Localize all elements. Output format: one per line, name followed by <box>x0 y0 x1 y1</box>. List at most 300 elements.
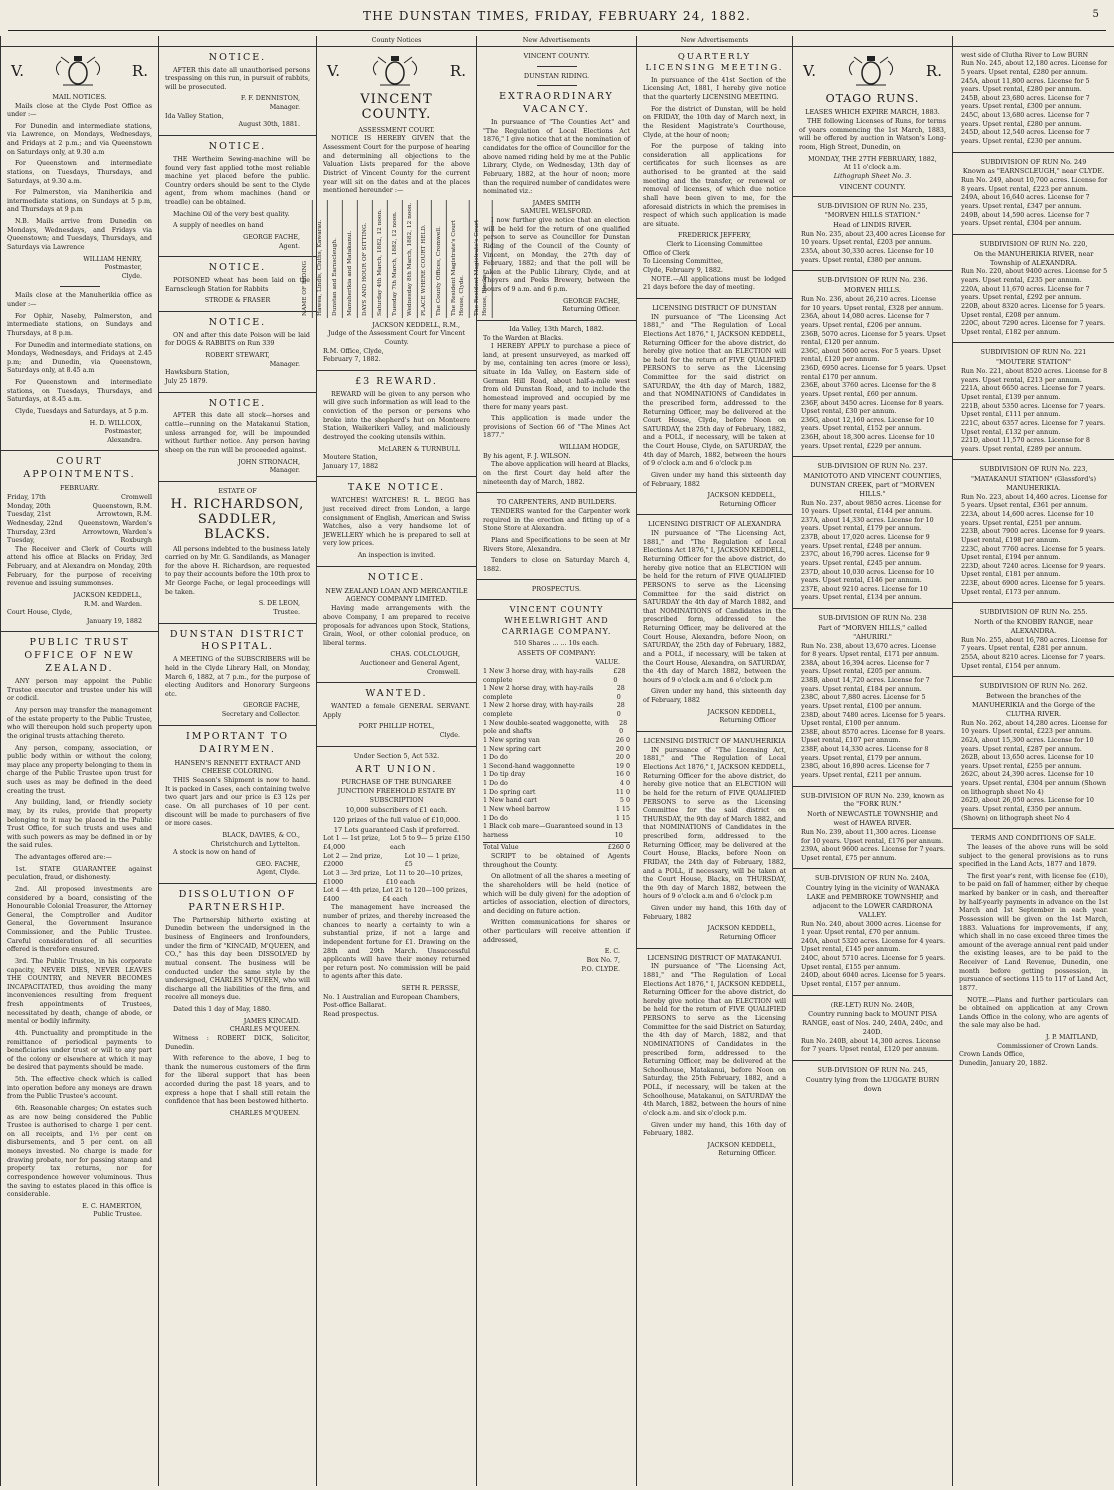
trust-para: Any person may transfer the management of the estate property to the Public Trustee, who will thereupon hold such property upon the original trusts attaching thereto. <box>7 707 152 740</box>
reward-title: £3 REWARD. <box>355 375 438 387</box>
asset-name: 1 Do do <box>483 754 508 762</box>
subdivision-title: SUB-DIVISION OF RUN No. 245, <box>817 1066 928 1075</box>
asset-row <box>483 797 630 806</box>
alex-sign-b: Postmaster, <box>104 428 142 436</box>
asset-value: 13 10 <box>614 823 623 839</box>
district-sign: JACKSON KEDDELL, <box>707 1141 776 1149</box>
asset-row <box>483 746 630 755</box>
run-item: 262C, about 24,390 acres. License for 10 years. Upset rental, £304 per annum (Shown on lithograph sheet No 4) <box>961 771 1107 796</box>
asset-row <box>483 754 630 763</box>
alex-item-4: Clyde, Tuesdays and Saturdays, at 5 p.m. <box>15 407 149 415</box>
runs-title: OTAGO RUNS. <box>825 91 920 105</box>
crest-icon <box>47 53 109 89</box>
notice-place: Ida Valley Station, <box>165 112 224 120</box>
court-month: FEBRUARY. <box>59 484 100 493</box>
subdivision-where: On the MANUHERIKIA RIVER, near Township of ALEXANDRA. <box>973 249 1094 267</box>
asset-name: 1 Black cob mare—Guaranteed sound in harness <box>483 823 613 839</box>
divider <box>953 676 1114 677</box>
asset-row <box>483 771 630 780</box>
asset-row <box>483 823 630 840</box>
divider <box>953 828 1114 829</box>
notice-body: AFTER this date all stock—horses and cattle—running on the Matakanui Station, unless arranged for, will be impounded without further notice. Any person having sheep on the run will be proceeded against. <box>165 412 310 454</box>
runs-body: THE following Licenses of Runs, for terms of years commencing the 1st March, 1883, will be offered by auction in Watson's Long-room, High Street, Dunedin, on <box>799 118 946 152</box>
loan-body: Having made arrangements with the above Company, I am prepared to receive proposals for advances upon Stock, Stations, Grain, Wool, or other colonial produce, on liberal terms. <box>323 605 470 647</box>
art-section: Under Section 5, Act 532. <box>353 751 440 760</box>
purchase-body-2: This application is made under the provisions of Section 66 of "The Mines Act 1877." <box>483 415 630 440</box>
purchase-sign-2: By his agent, F. J. WILSON. <box>483 452 571 460</box>
vacancy-body-2: I now further give notice that an election will be held for the return of one qualified person to serve as Councillor for Dunstan Riding of the Council of the County of Vincent, on Monday, the 27th day of February, 1882; and that the poll will be taken at the Public Library, Clyde, and at Theyers and Peeks Brewery, between the hours of 9 a.m. and 6 p.m. <box>483 217 630 294</box>
run-item: 221B, about 5350 acres. License for 7 years. Upset rental, £111 per annum. <box>961 402 1106 419</box>
licensing-body-2: For the district of Dunstan, will be held on FRIDAY, the 10th day of March next, in the Resident Magistrate's Courthouse, Clyde, at the hour of noon; <box>643 105 786 139</box>
reward-date: January 17, 1882 <box>323 462 379 470</box>
asset-value: 28 0 <box>616 685 625 701</box>
notice-sign-2: Agent. <box>278 242 300 250</box>
subdivision-title: SUBDIVISION OF RUN No. 223, <box>979 465 1088 474</box>
notice-sign: STRODE & FRASER <box>204 297 271 305</box>
vincent-title: VINCENT COUNTY. <box>523 51 590 60</box>
subdivision-title: SUB-DIVISION OF RUN No. 235, "MORVEN HILLS STATION." <box>817 202 928 220</box>
asset-name: 1 Do spring cart <box>483 788 536 796</box>
reward-sign: McLAREN & TURNBULL <box>378 445 460 453</box>
table-cell: The Resident Magistrate's Court House, Blacks. <box>472 200 493 318</box>
asset-name: 1 New spring van <box>483 736 540 744</box>
asset-row <box>483 789 630 798</box>
asset-name: 1 New double-seated waggonette, with pole and shafts <box>483 719 609 736</box>
asset-row <box>483 702 630 719</box>
run-item: Run No. 240, about 3000 acres. License for 1 year. Upset rental, £70 per annum. <box>801 920 942 937</box>
prize-row <box>323 870 470 887</box>
notice-sign-2: Manager. <box>269 104 300 112</box>
column-2 <box>158 36 316 1486</box>
hospital-body: A MEETING of the SUBSCRIBERS will be held in the Clyde Library Hall, on Monday, March 6, 1882, at 7 p.m., for the purpose of electing Auditors and Honorary Surgeons etc. <box>165 656 310 698</box>
dairy-sign-3: GEO. FACHE, <box>255 860 300 868</box>
dissolution-witness: Witness : ROBERT DICK, Solicitor, Dunedin. <box>165 1034 310 1051</box>
masthead-title: THE DUNSTAN TIMES, FRIDAY, FEBRUARY 24, 1882. <box>363 9 751 23</box>
table-cell: The Resident Magistrate's Court House, Clyde. <box>449 200 470 318</box>
district-sign-2: Returning Officer. <box>718 1150 776 1158</box>
court-place: Roxburgh <box>120 537 152 545</box>
alex-sign-c: Alexandra. <box>107 436 142 444</box>
court-day: Monday, 20th <box>7 502 51 510</box>
hospital-title: DUNSTAN DISTRICT HOSPITAL. <box>169 628 306 653</box>
district-title: LICENSING DISTRICT OF MANUHERIKIA <box>643 736 786 745</box>
run-item: Run No. 249, about 10,700 acres. License for 8 years. Upset rental, £223 per annum. <box>961 177 1108 193</box>
divider <box>953 342 1114 343</box>
prospectus-sign-2: Box No. 7, <box>586 956 620 964</box>
vacancy-body: In pursuance of "The Counties Act" and "The Regulation of Local Elections Act 1876," I give notice that at the nomination of candidates for the office of Councillor for the above named riding held by me at the Public Library, Clyde, on Wednesday, 13th day of February, 1882, at the hour of noon; more than the required number of candidates were nominated viz.: <box>483 119 630 196</box>
subdivision-where: Part of "MORVEN HILLS," called "AHURIRI." <box>818 623 927 641</box>
vincent-sub: DUNSTAN RIDING. <box>523 71 590 80</box>
court-place: Arrowtown, Warden's <box>82 528 152 536</box>
trust-sign-2: Public Trustee. <box>93 1211 142 1219</box>
royal-crest <box>11 53 148 89</box>
crest-icon <box>840 53 902 89</box>
asset-name: 1 New hand cart <box>483 797 537 805</box>
column-5 <box>636 36 792 1486</box>
divider <box>953 152 1114 153</box>
prize-right: Lot 21 to 120—100 prizes, £4 each <box>382 887 468 903</box>
run-item: Run No. 236, about 26,210 acres. License for 10 years. Upset rental, £328 per annum. <box>801 296 944 312</box>
carpenters-title: TO CARPENTERS, AND BUILDERS. <box>496 498 617 507</box>
prospectus-title: PROSPECTUS. <box>531 585 582 594</box>
district-given: Given under my hand, this 16th day of February, 1882. <box>643 1121 786 1138</box>
asset-row <box>483 668 630 685</box>
district-body: IN pursuance of "The Licensing Act, 1881," and "The Regulation of Local Elections Act 1876," I, JACKSON KEDDELL, Returning Officer for the above district, do hereby give notice that an ELECTION will be held for the return of FIVE QUALIFIED PERSONS to serve as the Licensing Committee for the said district on THURSDAY, the 9th day of March 1882, and that NOMINATIONS of Candidates in the prescribed form, addressed to the Returning Officer, may be delivered at the Court House, Blacks, before Noon on FRIDAY, the 24th day of February, 1882, and a POLL, if necessary, will be taken at the Court House, Blacks, on THURSDAY, the 9th day of March 1882, between the hours of 9 o'clock a.m and 6 o'clock p.m <box>643 746 786 901</box>
run-item: 236G, about 12,160 acres. License for 10 years. Upset rental, £152 per annum. <box>801 416 934 433</box>
district-sign-2: Returning Officer <box>719 717 776 725</box>
licensing-title: QUARTERLY LICENSING MEETING. <box>645 51 784 74</box>
court-title: COURT APPOINTMENTS. <box>23 456 136 481</box>
wanted-title: WANTED. <box>365 688 428 700</box>
terms-para: NOTE.—Plans and further particulars can be obtained on application at any Crown Lands Office in the colony, who are agents of the sale may also be had. <box>959 996 1108 1030</box>
asset-row <box>483 720 630 737</box>
run-item: 221C, about 6357 acres. License for 7 years. Upset rental, £132 per annum. <box>961 419 1106 436</box>
divider <box>537 66 577 67</box>
district-title: LICENSING DISTRICT OF ALEXANDRA <box>648 520 781 529</box>
run-item: 237B, about 17,020 acres. License for 9 years. Upset rental, £248 per annum. <box>801 534 930 550</box>
subdivision-where: North of NEWCASTLE TOWNSHIP, and west of HAWEA RIVER. <box>807 810 938 828</box>
trust-para: ANY person may appoint the Public Trustee executor and trustee under his will or codicil. <box>7 678 152 703</box>
court-place: Queenstown, R.M. <box>92 502 152 510</box>
court-row <box>7 537 152 546</box>
licensing-sign: FREDERICK JEFFERY, <box>678 232 751 240</box>
estate-body: All persons indebted to the business lately carried on by Mr. G. Sandilands, as Manager for the above H. Richardson, are requested to pay their accounts before the 10th prox to Mr George Fache, or legal proceedings will be taken. <box>165 545 310 596</box>
crest-letter-r: R. <box>925 61 942 80</box>
run-list-a <box>959 60 1108 146</box>
district-sign-2: Returning Officer <box>719 933 776 941</box>
run-item: Run No. 223, about 14,460 acres. License for 5 years. Upset rental, £361 per annum. <box>961 493 1108 510</box>
run-item: 223B, about 7900 acres. License for 9 years. Upset rental, £198 per annum. <box>961 528 1106 544</box>
crest-letter-v: V. <box>11 61 24 80</box>
district-sign: JACKSON KEDDELL, <box>707 925 776 933</box>
art-headline: PURCHASE OF THE BUNGAREE JUNCTION FREEHOLD ESTATE BY SUBSCRIPTION <box>337 778 456 805</box>
run-item: Run No. 221, about 8520 acres. License for 8 years. Upset rental, £213 per annum. <box>961 368 1108 384</box>
loan-title: NOTICE. <box>367 571 426 583</box>
asset-value: 28 0 <box>619 719 628 736</box>
purchase-body-3: The above application will heard at Blacks, on the first Court day held after the nineteenth day of March, 1882. <box>483 461 630 486</box>
notice-body: ON and after this date Poison will be laid for DOGS & RABBITS on Run 339 <box>165 331 310 348</box>
prize-right: Lot 5 to 9— 5 prize £150 each <box>390 835 470 852</box>
terms-date: Dunedin, January 20, 1882. <box>959 1059 1048 1067</box>
masthead-rule <box>8 30 1106 31</box>
estate-sign-2: Trustee. <box>273 608 300 616</box>
notice-title: NOTICE. <box>208 51 267 63</box>
runs-date: MONDAY, THE 27TH FEBRUARY, 1882, <box>808 155 937 163</box>
notice-title: NOTICE. <box>208 397 267 409</box>
column-1-head <box>1 36 158 47</box>
prospectus-shares: 510 Shares ... ... 10s each. <box>513 639 600 647</box>
district-sign: JACKSON KEDDELL, <box>707 708 776 716</box>
loan-sign-3: Cromwell. <box>427 668 460 676</box>
asset-name: 1 New spring cart <box>483 745 542 753</box>
divider <box>793 868 952 869</box>
run-item: 236E, about 3760 acres. License for the 8 years. Upset rental, £60 per annum. <box>801 382 936 398</box>
subdivision-where: Country lying from the LUGGATE BURN down <box>805 1075 940 1093</box>
asset-row <box>483 780 630 789</box>
subdivision-title: SUBDIVISION OF RUN No. 255. <box>979 608 1088 617</box>
notice-date: August 30th, 1881. <box>238 121 300 129</box>
table-cell: Saturday 4th March, 1882, 12 noon. <box>375 200 388 318</box>
run-item: 240A, about 5320 acres. License for 4 years. Upset rental, £145 per annum. <box>801 937 945 954</box>
divider <box>793 456 952 457</box>
trust-para: 3rd. The Public Trustee, in his corporate capacity, NEVER DIES, NEVER LEAVES THE COUNTRY, and NEVER BECOMES INCAPACITATED, thus avoiding the many inconveniences resulting from frequent fresh appointments of Trustees, necessitated by death, change of abode, or mental or bodily infirmity. <box>7 957 152 1026</box>
watches-title: TAKE NOTICE. <box>347 482 446 494</box>
assets-value-label: VALUE. <box>595 659 620 667</box>
run-item: Run No. 238, about 13,670 acres. License for 8 years. Upset rental, £171 per annum. <box>801 642 940 659</box>
dissolution-date: Dated this 1 day of May, 1880. <box>173 1006 272 1014</box>
run-item: Run No. 220, about 9400 acres. License for 5 years. Upset rental, £235 per annum. <box>961 268 1108 285</box>
run-item: 238C, about 7,880 acres. License for 5 years. Upset rental, £100 per annum. <box>801 694 926 710</box>
subdivision-title: SUB-DIVISION OF RUN No. 238 <box>818 614 927 623</box>
divider <box>317 476 476 477</box>
run-item: 236H, about 18,300 acres. License for 10 years. Upset rental, £229 per annum. <box>801 434 935 450</box>
column-4 <box>476 36 636 1486</box>
hospital-sign: GEORGE FACHE, <box>243 702 300 710</box>
run-item: 237C, about 16,790 acres. License for 9 years. Upset rental, £245 per annum. <box>801 551 930 567</box>
trust-para: 6th. Reasonable charges; On estates such as are now being considered the Public Trustee is authorised to charge 1 per cent. on all receipts, and 1½ per cent on disbursements, and 5 per cent. on all moneys invested. No charge is made for drawing probate, nor for passing stamp and property tax returns, nor for correspondence however voluminous. Thus the saving to estates placed in this office is considerable. <box>7 1104 152 1199</box>
art-line-3: 17 Lots guaranteed Cash if preferred. <box>333 825 460 834</box>
court-row <box>7 529 152 538</box>
table-cell: The County Offices, Cromwell. <box>434 200 447 318</box>
subdivision-title: SUBDIVISION OF RUN No. 220, <box>979 239 1088 248</box>
royal-crest <box>803 53 942 89</box>
divider <box>317 746 476 747</box>
dairy-body: THIS Season's Shipment is now to hand. It is packed in Cases, each containing twelve two quart jars and our price is £3 12s per case. On all purchases of 10 per cent. discount will be made to purchasers of five or more cases. <box>165 777 310 828</box>
asset-name: 1 Do do <box>483 814 508 822</box>
notice-sign-2: Manager. <box>269 467 300 475</box>
loan-sign: CHAS. COLCLOUGH, <box>390 651 460 659</box>
court-row <box>7 503 152 512</box>
notice-place: Hawksburn Station, <box>165 369 230 377</box>
run-item: 245C, about 13,680 acres. License for 7 years. Upset rental, £280 per annum. <box>961 112 1090 128</box>
page-number: 5 <box>1092 9 1100 20</box>
mail-item-4: N.B. Mails arrive from Dunedin on Mondays, Wednesdays, and Fridays via Queenstown; and Tuesdays, Thursdays, and Saturdays via Lawrence <box>7 218 152 251</box>
run-sections <box>799 196 946 1093</box>
run-item: 236C, about 5600 acres. For 5 years. Upset rental, £120 per annum. <box>801 347 942 364</box>
court-sign-2: R.M. and Warden. <box>84 600 142 608</box>
notice-body: POISONED wheat has been laid on the Earnscleugh Station for Rabbits <box>165 277 310 293</box>
divider <box>953 234 1114 235</box>
asset-row <box>483 685 630 702</box>
run-item: Run No. 245, about 12,180 acres. License for 5 years. Upset rental, £280 per annum. <box>961 60 1108 76</box>
column-6-head <box>793 36 952 47</box>
district-given: Given under my hand this sixteenth day of February, 1882 <box>643 471 786 488</box>
court-place: Arrowtown, R.M. <box>96 511 152 519</box>
subdivision-where: MORVEN HILLS. <box>844 286 901 295</box>
mail-item-3: For Palmerston, via Maniherikia and intermediate stations, on Sundays at 5 p.m, and Thursdays at 9 p.m <box>7 189 152 214</box>
subdivision-where: "MATAKANUI STATION" (Glassford's) MANUHERIKIA. <box>970 475 1097 493</box>
column-3-head: County Notices <box>317 36 476 47</box>
purchase-body: I HEREBY APPLY to purchase a piece of land, at present unsurveyed, as marked off by me, containing ten acres (more or less), situate in Ida Valley, on Eastern side of German Hill Road, about half-a-mile west from old Dunstan Road, and to include the homestead improved and occupied by me there for many years past. <box>483 343 630 411</box>
dissolution-sign-3: CHARLES M'QUEEN. <box>229 1109 300 1117</box>
run-item: 220C, about 7290 acres. License for 7 years. Upset rental, £182 per annum. <box>961 320 1106 336</box>
dairy-body-2: A stock is now on hand of <box>173 849 256 857</box>
notice-body-3: A supply of needles on hand <box>173 222 264 230</box>
subdivision-where: Head of LINDIS RIVER. <box>833 221 912 230</box>
terms-place: Crown Lands Office, <box>959 1051 1025 1059</box>
run-item: 238G, about 16,890 acres. License for 7 years. Upset rental, £211 per annum. <box>801 763 930 779</box>
run-item: Run No. 237, about 9850 acres. License for 10 years. Upset rental, £144 per annum. <box>801 499 942 516</box>
run-item: 236A, about 14,080 acres. License for 7 years. Upset rental, £206 per annum. <box>801 313 930 329</box>
run-item: 221D, about 11,570 acres. License for 8 years. Upset rental, £289 per annum. <box>961 437 1090 453</box>
district-sign: JACKSON KEDDELL, <box>707 492 776 500</box>
trust-para: Any building, land, or friendly society may, by its rules, provide that property belonging to it may be placed in the Public Trust Office, for such trusts and uses and with such powers as may be defined in or by the said rules. <box>7 799 152 850</box>
candidate-1: JAMES SMITH <box>532 199 581 207</box>
art-line-1: 10,000 subscribers of £1 each. <box>345 805 448 814</box>
subdivision-where: Country lying in the vicinity of WANAKA LAKE and PEMBROKE TOWNSHIP, and adjacent to the LOWER CARDRONA VALLEY. <box>805 884 940 919</box>
run-item: 249B, about 14,590 acres. License for 7 years. Upset rental, £304 per annum. <box>961 211 1090 228</box>
vacancy-title: EXTRAORDINARY VACANCY. <box>499 91 614 116</box>
subdivision-title: SUB-DIVISION OF RUN No. 237. <box>817 462 928 471</box>
alex-sign: H. D. WILLCOX, <box>89 419 142 427</box>
run-item: 220A, about 11,670 acres. License for 7 years. Upset rental, £292 per annum. <box>961 285 1090 302</box>
run-item: Run No. 262, about 14,280 acres. License for 10 years. Upset rental, £223 per annum. <box>961 719 1108 736</box>
purchase-place: Ida Valley, 13th March, 1882. <box>509 325 604 333</box>
run-item: 237D, about 10,030 acres. License for 10 years. Upset rental, £146 per annum. <box>801 568 934 585</box>
subdivision-title: SUBDIVISION OF RUN No. 221 <box>980 348 1087 357</box>
asset-value: 16 0 <box>615 771 630 779</box>
run-item: 238E, about 8570 acres. License for 8 years. Upset rental, £107 per annum. <box>801 728 946 745</box>
asset-name: 1 New 3 horse dray, with hay-rails complete <box>483 667 594 684</box>
notice-sign-2: Manager. <box>269 360 300 368</box>
table-cell: NAME OF RIDING <box>300 200 313 318</box>
mail-title: MAIL NOTICES. <box>52 92 107 101</box>
dairy-sub: HANSEN'S RENNETT EXTRACT AND CHEESE COLORING. <box>174 758 301 776</box>
run-item: 238D, about 7480 acres. License for 5 years. Upset rental, £100 per annum. <box>801 711 946 728</box>
run-item: 235A, about 30,330 acres. License for 10 years. Upset rental, £380 per annum. <box>801 248 934 264</box>
dissolution-body-2: With reference to the above, I beg to thank the numerous customers of the firm for the liberal support that has been accorded during the past 18 years, and to express a hope that I shall still retain the confidence that has been bestowed hitherto. <box>165 1055 310 1106</box>
asset-value: 26 0 <box>615 736 630 744</box>
crest-letter-r: R. <box>131 61 148 80</box>
divider <box>637 514 792 515</box>
trust-para: 2nd. All proposed investments are considered by a board, consisting of the Honourable Colonial Treasurer, the Attorney General, the Comptroller and Auditor General, the Government Insurance Commissioner, and the Public Trustee. Careful consideration of all securities offered is therefore ensured. <box>7 885 152 954</box>
notice-body-2: Machine Oil of the very best quality. <box>173 210 290 218</box>
estate-name: H. RICHARDSON, SADDLER, BLACKS. <box>170 496 305 542</box>
asset-total-row <box>483 842 630 853</box>
court-day: Tuesday, 21st <box>7 511 51 519</box>
subdivision-title: SUB-DIVISION OF RUN No. 236. <box>817 276 928 285</box>
run-item: 262D, about 26,050 acres. License for 10 years. Upset rental, £350 per annum. (Shown) on lithograph sheet No 4 <box>961 797 1094 822</box>
court-day: Wednesday, 22nd <box>7 519 63 527</box>
dissolution-sign-2: CHARLES M'QUEEN. <box>229 1026 300 1034</box>
mail-sign-1: WILLIAM HENRY, <box>83 255 142 263</box>
art-sign-3: Read prospectus. <box>323 1010 379 1018</box>
divider <box>953 459 1114 460</box>
prospectus-company: VINCENT COUNTY WHEELWRIGHT AND CARRIAGE COMPANY. <box>501 605 612 636</box>
terms-para: The leases of the above runs will be sold subject to the general provisions as to runs specified in the Land Acts, 1877 and 1879. <box>959 843 1108 869</box>
run-item: 245A, about 11,800 acres. License for 5 years. Upset rental, £280 per annum. <box>961 77 1090 94</box>
licensing-sign-2: Clerk to Licensing Committee <box>666 241 763 249</box>
asset-value: 19 0 <box>615 762 630 770</box>
crest-letter-v: V. <box>803 61 816 80</box>
royal-crest <box>327 53 466 89</box>
run-item: 249A, about 16,640 acres. License for 7 years. Upset rental, £347 per annum. <box>961 194 1090 211</box>
court-date: January 19, 1882 <box>86 617 142 625</box>
divider <box>953 602 1114 603</box>
divider <box>159 311 316 312</box>
trust-title: PUBLIC TRUST OFFICE OF NEW ZEALAND. <box>24 637 135 675</box>
county-title: VINCENT COUNTY. <box>360 91 433 122</box>
dairy-sign-2: Christchurch and Lyttelton. <box>210 840 300 848</box>
run-item: Run No. 255, about 16,780 acres. License for 7 years. Upset rental, £281 per annum. <box>961 636 1108 653</box>
column-7 <box>952 36 1114 1486</box>
notice-body: THE Wertheim Sewing-machine will be found very fast applied tothe most reliable machine yet placed before the public. Country orders should be sent to the Clyde agent, from whom machines (hand or treadle) can be obtained. <box>165 155 310 207</box>
divider <box>793 270 952 271</box>
art-title: ART UNION. <box>355 763 438 775</box>
dairy-sign: BLACK, DAVIES, & CO., <box>222 831 300 839</box>
runs-sub: LEASES WHICH EXPIRE MARCH, 1883. <box>805 108 940 117</box>
prize-left: Lot 3 — 3rd prize, £1000 <box>323 869 382 886</box>
licensing-date: Clyde, February 9, 1882. <box>643 266 723 274</box>
court-day: Thursday, 23rd <box>7 528 56 536</box>
watches-body: WATCHES! WATCHES! R. L. BEGG has just received direct from London, a large consignment of English, American and Swiss Watches, also a very handsome lot of JEWELLERY which he is prepared to sell at very low prices. <box>323 497 470 548</box>
notice-sign: F. F. DENNISTON, <box>240 95 300 103</box>
asset-total-label: Total Value <box>483 844 519 852</box>
subdivision-title: SUBDIVISION OF RUN No. 262. <box>979 682 1088 691</box>
run-item: 262A, about 15,300 acres. License for 10 years. Upset rental, £287 per annum. <box>961 736 1094 753</box>
column-7-head <box>953 36 1114 47</box>
terms-title: TERMS AND CONDITIONS OF SALE. <box>970 834 1097 843</box>
divider <box>793 786 952 787</box>
district-body: IN pursuance of "The Licensing Act, 1881," and "The Regulation of Local Elections Act 1876," I, JACKSON KEDDELL, Returning Officer for the above district, do hereby give notice that an ELECTION will be held for the return of FIVE QUALIFIED PERSONS to serve as the Licensing Committee for the said district on SATURDAY the 4th day of March 1882, and that NOMINATIONS of Candidates in the prescribed form, addressed to the Returning Officer, may be delivered at the Court House, Alexandra, before Noon, on SATURDAY, the 25th day of February, 1882, and a POLL, if necessary, will be taken at the Court House, Alexandra, on SATURDAY, the 4th day of March 1882, between the hours of 9 o'clock a.m and 6 o'clock p.m <box>643 530 786 684</box>
court-sign: JACKSON KEDDELL, <box>73 591 142 599</box>
mail-close: Mails close at the Clyde Post Office as under :— <box>7 102 152 119</box>
table-cell: Manuherikia and Matakanui. <box>345 200 358 318</box>
art-sign: SETH R. PERSSE, <box>401 985 460 993</box>
district-given: Given under my hand, this 16th day of February, 1882 <box>643 905 786 921</box>
runs-time: At 11 o'clock a.m. <box>843 164 902 172</box>
run-item: 223E, about 6900 acres. License for 5 years. Upset rental, £173 per annum. <box>961 580 1106 596</box>
art-line-2: 120 prizes of the full value of £10,000. <box>332 815 461 824</box>
column-5-head: New Advertisements <box>637 36 792 47</box>
prize-right: Lot 10 — 1 prize, £5 <box>404 852 460 869</box>
licensing-office: Office of Clerk <box>643 249 690 257</box>
estate-sign: S. DE LEON, <box>258 600 300 608</box>
court-row <box>7 494 152 503</box>
reward-body: REWARD will be given to any person who will give such information as will lead to the conviction of the person or persons who broke into the shepherd's hut on Monteere Station, Waikerikeri Valley, and maliciously destroyed the cooking utensils within. <box>323 390 470 441</box>
column-2-head <box>159 36 316 47</box>
prize-row <box>323 835 470 852</box>
dissolution-sign: JAMES KINCAID. <box>243 1017 300 1025</box>
assets-title: ASSETS OF COMPANY: <box>517 649 596 658</box>
run-item: 237A, about 14,330 acres. License for 10 years. Upset rental, £179 per annum. <box>801 516 934 533</box>
court-place: Cromwell <box>121 494 152 502</box>
asset-value: 4 0 <box>619 780 630 788</box>
run-item: 245B, about 23,680 acres. License for 7 years. Upset rental, £300 per annum. <box>961 94 1090 111</box>
notice-sign: JOHN STRONACH, <box>238 458 300 466</box>
licensing-body: In pursuance of the 41st Section of the Licensing Act, 1881, I hereby give notice that the quarterly LICENSING MEETING. <box>643 76 786 102</box>
run-item: 236F, about 3450 acres. License for 8 years. Upset rental, £30 per annum. <box>801 399 944 416</box>
divider <box>793 196 952 197</box>
divider <box>793 995 952 996</box>
column-3 <box>302 36 488 1486</box>
estate-title: ESTATE OF <box>218 486 257 495</box>
prospectus-body-2: On allotment of all the shares a meeting of the shareholders will be held (notice of which will be duly given) for the adoption of articles of association, election of directors, and deciding on future action. <box>483 873 630 915</box>
column-4-head: New Advertisements <box>477 36 636 47</box>
county-sign-2: Judge of the Assessment Court for Vincent County. <box>328 330 465 347</box>
court-body: The Receiver and Clerk of Courts will attend his office at Blacks on Friday, 3rd February, and at Alexandra on Monday, 20th February, for the purpose of receiving revenue and issuing summonses. <box>7 545 152 588</box>
run-sections <box>959 152 1108 824</box>
divider <box>637 298 792 299</box>
mail-sign-1b: Postmaster, <box>104 264 142 272</box>
notice-title: NOTICE. <box>208 316 267 328</box>
county-sub: ASSESSMENT COURT. <box>358 125 435 134</box>
dairy-title: IMPORTANT TO DAIRYMEN. <box>185 730 290 755</box>
column-6 <box>792 36 952 1486</box>
run-item: 223C, about 7760 acres. License for 5 years. Upset rental, £194 per annum. <box>961 545 1106 562</box>
carpenters-body-2: Plans and Specifications to be seen at Mr Rivers Store, Alexandra. <box>483 536 630 553</box>
divider <box>637 948 792 949</box>
